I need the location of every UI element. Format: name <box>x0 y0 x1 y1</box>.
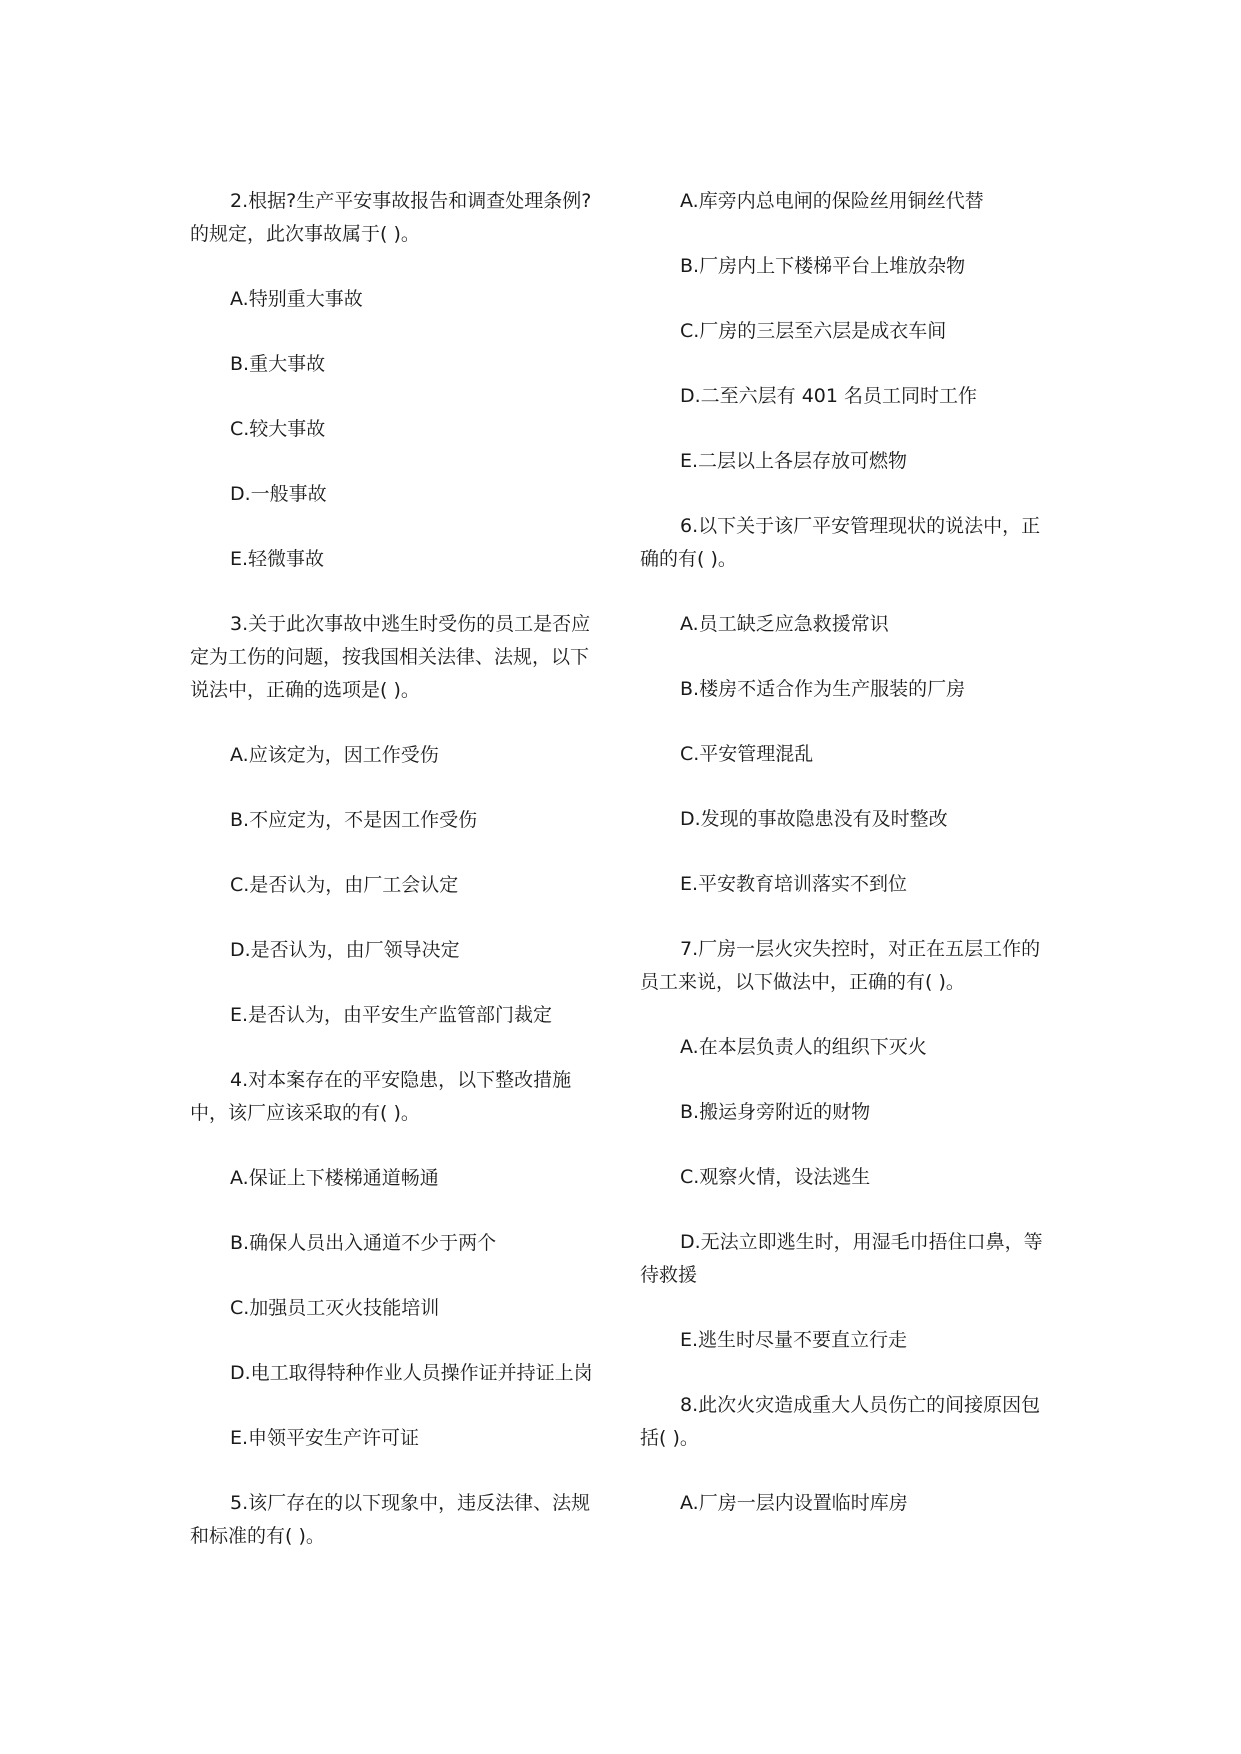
option-2d: D.一般事故 <box>230 483 327 505</box>
option-6c: C.平安管理混乱 <box>680 743 814 765</box>
question-7: 7.厂房一层火灾失控时，对正在五层工作的员工来说，以下做法中，正确的有( )。 <box>640 938 1041 993</box>
option-3e: E.是否认为，由平安生产监管部门裁定 <box>230 1004 553 1026</box>
option-7a: A.在本层负责人的组织下灭火 <box>680 1036 927 1058</box>
option-2a: A.特别重大事故 <box>230 288 363 310</box>
option-2c: C.较大事故 <box>230 418 326 440</box>
option-4d: D.电工取得特种作业人员操作证并持证上岗 <box>230 1362 593 1384</box>
option-7c: C.观察火情，设法逃生 <box>680 1166 871 1188</box>
option-3c: C.是否认为，由厂工会认定 <box>230 874 459 896</box>
question-2: 2.根据?生产平安事故报告和调查处理条例?的规定，此次事故属于( )。 <box>190 190 592 245</box>
question-3: 3.关于此次事故中逃生时受伤的员工是否应定为工伤的问题，按我国相关法律、法规，以下说法中，正确的选项是( )。 <box>190 613 591 701</box>
option-5c: C.厂房的三层至六层是成衣车间 <box>680 320 947 342</box>
option-4c: C.加强员工灭火技能培训 <box>230 1297 440 1319</box>
question-5: 5.该厂存在的以下现象中，违反法律、法规和标准的有( )。 <box>190 1492 591 1547</box>
option-6a: A.员工缺乏应急救援常识 <box>680 613 889 635</box>
option-4b: B.确保人员出入通道不少于两个 <box>230 1232 497 1254</box>
option-7d: D.无法立即逃生时，用湿毛巾捂住口鼻，等待救援 <box>640 1231 1043 1286</box>
option-5b: B.厂房内上下楼梯平台上堆放杂物 <box>680 255 966 277</box>
option-4e: E.申领平安生产许可证 <box>230 1427 420 1449</box>
option-8a: A.厂房一层内设置临时库房 <box>680 1492 908 1514</box>
option-7e: E.逃生时尽量不要直立行走 <box>680 1329 908 1351</box>
option-3a: A.应该定为，因工作受伤 <box>230 744 439 766</box>
option-2b: B.重大事故 <box>230 353 326 375</box>
question-8: 8.此次火灾造成重大人员伤亡的间接原因包括( )。 <box>640 1394 1041 1449</box>
right-column <box>640 185 1056 1552</box>
option-5a: A.库旁内总电闸的保险丝用铜丝代替 <box>680 190 984 212</box>
question-6: 6.以下关于该厂平安管理现状的说法中，正确的有( )。 <box>640 515 1041 570</box>
option-5d: D.二至六层有 401 名员工同时工作 <box>680 385 978 407</box>
option-5e: E.二层以上各层存放可燃物 <box>680 450 908 472</box>
option-3d: D.是否认为，由厂领导决定 <box>230 939 460 961</box>
option-6b: B.楼房不适合作为生产服装的厂房 <box>680 678 966 700</box>
left-column <box>190 185 606 1585</box>
option-6d: D.发现的事故隐患没有及时整改 <box>680 808 948 830</box>
option-3b: B.不应定为，不是因工作受伤 <box>230 809 478 831</box>
option-7b: B.搬运身旁附近的财物 <box>680 1101 871 1123</box>
option-4a: A.保证上下楼梯通道畅通 <box>230 1167 439 1189</box>
question-4: 4.对本案存在的平安隐患，以下整改措施中，该厂应该采取的有( )。 <box>190 1069 572 1124</box>
option-2e: E.轻微事故 <box>230 548 325 570</box>
option-6e: E.平安教育培训落实不到位 <box>680 873 908 895</box>
